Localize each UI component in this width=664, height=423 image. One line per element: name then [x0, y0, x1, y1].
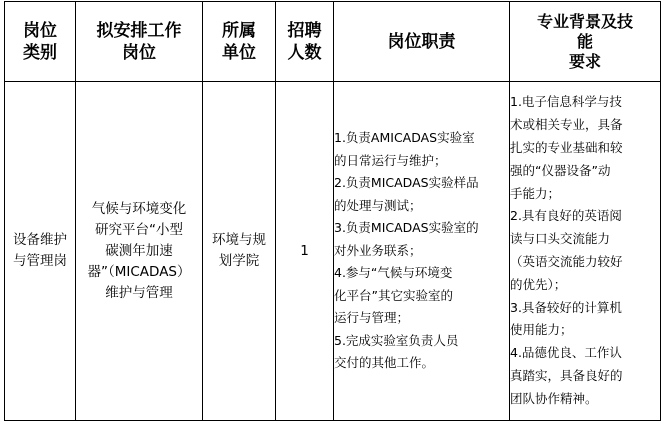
cell-requirements: [510, 82, 661, 421]
duty-line: 1.负责AMICADAS实验室: [334, 130, 475, 146]
header-headcount: 招聘 人数: [276, 2, 334, 82]
cell-job-category: 设备维护 与管理岗: [5, 82, 76, 421]
requirement-line: （英语交流能力较好: [510, 254, 623, 269]
header-duties: 岗位职责: [334, 2, 510, 82]
requirement-line: 读与口头交流能力: [510, 231, 611, 247]
requirement-line: 真踏实，具备良好的: [510, 367, 623, 383]
duty-line: 化平台”其它实验室的: [334, 287, 453, 303]
requirement-line: 1.电子信息科学与技: [510, 94, 622, 110]
cell-unit: 环境与规 划学院: [203, 82, 276, 421]
requirement-line: 使用能力；: [510, 322, 573, 338]
duty-line: 的处理与测试；: [334, 197, 422, 213]
duty-line: 交付的其他工作。: [334, 355, 435, 371]
cell-duties: [334, 82, 510, 421]
header-job-category: 岗位 类别: [5, 2, 76, 82]
duty-line: 2.负责MICADAS实验样品: [334, 175, 479, 191]
cell-planned-position: 气候与环境变化 研究平台“小型 碳测年加速 器”（MICADAS） 维护与管理: [76, 82, 203, 421]
duty-line: 的日常运行与维护；: [334, 152, 447, 168]
requirement-line: 4.品德优良、工作认: [510, 345, 622, 361]
requirement-line: 2.具有良好的英语阅: [510, 208, 622, 224]
duty-line: 3.负责MICADAS实验室的: [334, 220, 479, 236]
requirement-line: 团队协作精神。: [510, 390, 598, 406]
recruitment-table: [4, 1, 661, 421]
requirement-line: 的优先）；: [510, 276, 567, 292]
header-unit: 所属 单位: [203, 2, 276, 82]
requirement-line: 3.具备较好的计算机: [510, 299, 622, 315]
table-row: [5, 82, 661, 421]
requirement-line: 强的“仪器设备”动: [510, 162, 611, 178]
requirement-line: 扎实的专业基础和较: [510, 140, 623, 156]
cell-headcount: 1: [276, 82, 334, 421]
requirement-line: 手能力；: [510, 185, 561, 201]
requirement-line: 术或相关专业，具备: [510, 117, 623, 133]
header-planned-position: 拟安排工作 岗位: [76, 2, 203, 82]
duty-line: 5.完成实验室负责人员: [334, 332, 459, 348]
header-row: [5, 2, 661, 82]
duty-line: 对外业务联系；: [334, 242, 422, 258]
header-requirements: 专业背景及技 能 要求: [510, 2, 661, 82]
duty-line: 运行与管理；: [334, 310, 410, 326]
duty-line: 4.参与“气候与环境变: [334, 265, 453, 281]
